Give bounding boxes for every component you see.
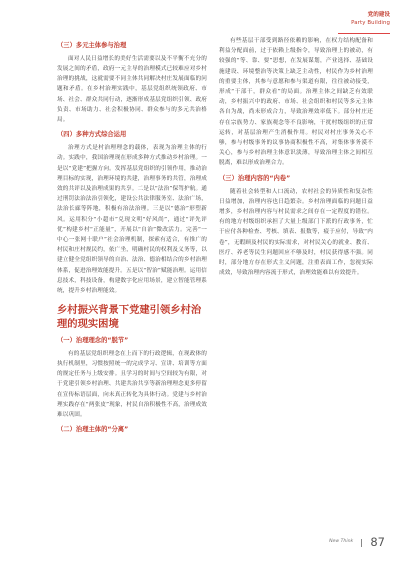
paragraph-content-involution: 随着社会转型和人口流动，农村社会的异质性和复杂性日益增加，治理内容也日趋繁杂。乡村治理面临的问题日益增多，乡村治理内容与村民需求之间存在一定程度的错位。有的地方村级组织承担了大量上级部门下派的行政事务，忙于应付各种检查、考核、填表、报数等，疲于应付，导致“内卷”，无暇顾及村民的实际需求，对村民关心的就业、教育、医疗、养老等民生问题回应不够及时，村民获得感不强。同时，部分地方存在形式主义问题，注重表面工作，忽视实际成效，导致治理内容流于形式，治理效能难以有效提升。 xyxy=(219,188,373,277)
heading-subject-separation: （二）治理主体的“分离” xyxy=(57,426,129,434)
page-footer xyxy=(329,534,385,550)
footer-divider xyxy=(361,539,362,547)
paragraph-methods: 治理方式是村治理理念的载体，表现为治理主体的行动。实践中，我国治理现在形成多种方式推动乡村治理。一是以“党建”把握方向。发挥基层党组织的引领作用，推动治理目标的实现，治理环境的共建，治理事务的共管，治理成效的共评以及治理成果的共享。二是以“法治”保驾护航。通过刑罚法治法治引领化，建设公共法律服务室、法治广场，法治长廊等阵地，积极有治法治理。三是以“德治”形塑新风。运用积分“小超市”兑现文明“好风尚”，通过“评先评优”构建乡村“正能量”，开展以“自治”微改活力。完善“一中心一张网十联户”社会治理机制，探索有适合，有推广的村民和庄村规民约，依广坐，明确村民的权利及义务等，以建立健全党组织领导的自治、法治、德治相结合的乡村治理体系，促进治理效能提升。五是以“智治”赋能治理。运用信息技术，科技设备，构建数字化应用场景，建立智能管理系统，提升乡村治理能效。 xyxy=(57,145,207,294)
paragraph-subject-separation: 有些基层干部受到路径依赖的影响，在权力结构配备和利益分配面前，过于依赖上级指令，导致治理上的被动，有较强的“等、靠、要”思想，在发展谋划，产业选择、基础设施建设、环境整治等决策上缺乏主动性，村民作为乡村治理的重要主体，其参与意愿和参与渠道有限，往往被动接受，形成“干部干，群众看”的局面。治理主体之间缺乏有效联动，乡村振兴中的政府、市场、社会组织和村民等多元主体各自为战，尚未形成合力，导致治理效率低下。部分村庄还存在宗族势力、家族观念等不良影响，干扰村级组织的正常运转，对基层治理产生消极作用。村民对村庄事务关心不够，参与村级事务的议事协商积极性不高，对集体事务漠不关心，参与乡村治理主体意识淡薄，导致治理主体之间相互脱离，难以形成治理合力。 xyxy=(219,38,373,167)
paragraph-concept-disconnect: 有的基层党组织理念在上而下的行政逻辑，在现政体的执行机制里，习惯按照统一的完成学习、宣讲、培训等方面的规定任务与上级安排。且学习的时间与空间较为有限，对于党建引领乡村治理、共建共治共享等新治理理念更多停留在宣传标语层面，向未真正转化为具体行动。党建与乡村治理实践存在“两张皮”现象，村民自治积极性不高，治理成效难以巩固。 xyxy=(57,350,207,419)
right-column xyxy=(219,36,373,536)
heading-concept-disconnect: （一）治理理念的“脱节” xyxy=(57,336,129,344)
heading-multi-subject: （三）多元主体参与治理 xyxy=(57,42,127,49)
magazine-name: New Think xyxy=(329,539,354,545)
page-number: 87 xyxy=(370,534,385,549)
section-title-main: 乡村振兴背景下党建引领乡村治理的现实困境 xyxy=(57,304,202,330)
paragraph-multi-subject: 面对人民日益增长的美好生活需要以及不平衡不充分的发展之间的矛盾，政府一元主导的治理模式已较难应对乡村治理的挑战，这就需要不同主体共同解决村庄发展面临的问题和矛盾。在乡村治理实践中，基层党组织统领政府、市场、社会、群众共同行动，逐渐形成基层党组织引领、政府负责、市场助力、社会积极协同、群众参与的多元共治格局。 xyxy=(57,55,207,124)
heading-content-involution: （三）治理内容的“内卷” xyxy=(219,174,291,182)
heading-methods: （四）多种方式综合运用 xyxy=(57,131,127,139)
section-title-en: Party Building xyxy=(351,19,390,26)
left-column xyxy=(57,36,207,536)
section-title: 党的建设 xyxy=(367,12,390,18)
header-rule xyxy=(338,33,390,34)
page-header xyxy=(351,13,390,26)
